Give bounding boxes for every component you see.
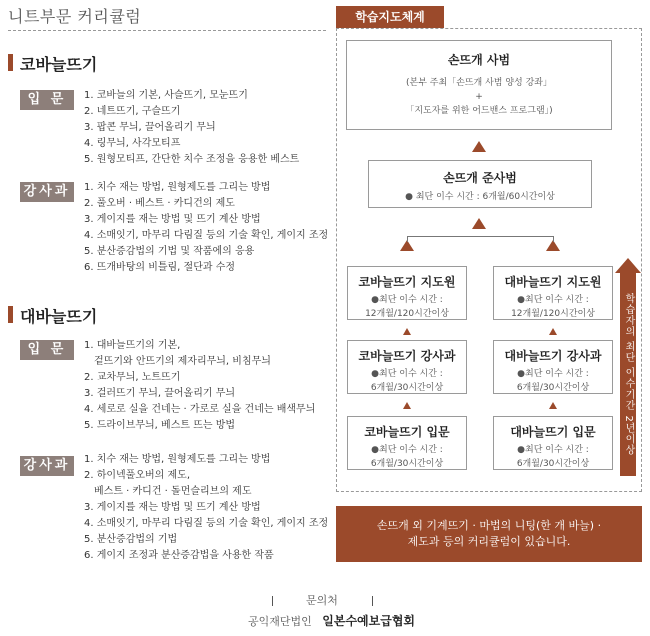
box-associate-line: ● 최단 이수 시간 : 6개월/60시간이상	[405, 192, 555, 202]
box-knitting-guide	[493, 266, 613, 320]
duration-arrow-label: 학습자의 최단 이수기간 2년이상	[623, 292, 634, 456]
footer-contact: 문의처	[306, 594, 338, 607]
list-item: 1. 대바늘뜨기의 기본,	[84, 340, 181, 351]
footer-org	[248, 612, 415, 629]
list-item: 3. 팝콘 무늬, 끌어올리기 무늬	[84, 122, 216, 133]
list-item: 6. 뜨개바탕의 비틀림, 절단과 수정	[84, 262, 236, 273]
list-knitting-intro	[84, 338, 315, 434]
badge-knitting-instructor: 강사과	[20, 456, 74, 476]
box-line: ●최단 이수 시간 :	[517, 295, 589, 305]
list-item: 3. 게이지를 재는 방법 및 뜨기 계산 방법	[84, 502, 261, 513]
note-line: 손뜨개 외 기계뜨기 · 마법의 니팅(한 개 바늘) ·	[376, 519, 602, 532]
arrow-up-icon	[403, 328, 411, 335]
badge-crochet-instructor: 강사과	[20, 182, 74, 202]
box-line: 6개월/30시간이상	[516, 383, 590, 393]
list-item: 5. 원형모티프, 간단한 치수 조정을 응용한 베스트	[84, 154, 300, 165]
list-item: 4. 세로로 실을 건네는 · 가로로 실을 건네는 배색무늬	[84, 404, 316, 415]
box-line: 6개월/30시간이상	[370, 383, 444, 393]
list-item: 2. 하이넥풀오버의 제도,	[84, 470, 191, 481]
list-item: 2. 네트뜨기, 구슬뜨기	[84, 106, 181, 117]
box-master-title: 손뜨개 사범	[447, 53, 511, 67]
list-item: 2. 교차무늬, 노트뜨기	[84, 372, 181, 383]
connector-line	[407, 236, 408, 242]
arrow-up-icon	[403, 402, 411, 409]
box-title: 대바늘뜨기 지도원	[504, 275, 602, 289]
box-title: 코바늘뜨기 지도원	[358, 275, 456, 289]
arrow-up-icon	[472, 141, 486, 152]
box-crochet-instructor	[347, 340, 467, 394]
list-crochet-instructor	[84, 180, 328, 276]
arrow-up-icon	[549, 328, 557, 335]
list-item: 베스트 · 카디건 · 돌먼슬리브의 제도	[94, 486, 252, 497]
list-item: 5. 분산증감법의 기법 및 작품에의 응용	[84, 246, 255, 257]
box-line: ●최단 이수 시간 :	[371, 445, 443, 455]
box-line: ●최단 이수 시간 :	[517, 369, 589, 379]
box-associate-title: 손뜨개 준사범	[443, 171, 517, 185]
list-item: 1. 치수 재는 방법, 원형제도를 그리는 방법	[84, 454, 271, 465]
box-title: 대바늘뜨기 입문	[510, 425, 596, 439]
box-master-line: 「지도자를 위한 어드밴스 프로그램」)	[405, 106, 553, 116]
footer-divider	[272, 596, 273, 606]
box-title: 대바늘뜨기 강사과	[504, 349, 602, 363]
list-item: 4. 소매잇기, 마무리 다림질 등의 기술 확인, 게이지 조정	[84, 230, 329, 241]
section-heading-knitting: 대바늘뜨기	[8, 304, 97, 327]
arrow-up-icon	[472, 218, 486, 229]
box-title: 코바늘뜨기 강사과	[358, 349, 456, 363]
list-crochet-intro	[84, 88, 299, 168]
box-associate-master	[368, 160, 592, 208]
list-knitting-instructor	[84, 452, 328, 564]
box-crochet-intro	[347, 416, 467, 470]
list-item: 4. 소매잇기, 마무리 다림질 등의 기술 확인, 게이지 조정	[84, 518, 329, 529]
footer-org-name: 일본수예보급협회	[322, 614, 416, 628]
box-line: ●최단 이수 시간 :	[371, 295, 443, 305]
box-knitting-instructor	[493, 340, 613, 394]
box-line: 6개월/30시간이상	[370, 459, 444, 469]
box-knitting-intro	[493, 416, 613, 470]
list-item: 겉뜨기와 안뜨기의 제자리무늬, 비침무늬	[94, 356, 271, 367]
list-item: 6. 게이지 조정과 분산증감법을 사용한 작품	[84, 550, 274, 561]
list-item: 1. 코바늘의 기본, 사슬뜨기, 모눈뜨기	[84, 90, 248, 101]
box-title: 코바늘뜨기 입문	[364, 425, 450, 439]
arrow-up-icon	[615, 258, 641, 273]
list-item: 3. 게이지를 재는 방법 및 뜨기 계산 방법	[84, 214, 261, 225]
box-line: 12개월/120시간이상	[511, 309, 595, 319]
box-crochet-guide	[347, 266, 467, 320]
other-curriculum-note	[336, 506, 642, 562]
list-item: 2. 풀오버 · 베스트 · 카디건의 제도	[84, 198, 235, 209]
connector-line	[553, 236, 554, 242]
box-master-line: (본부 주최「손뜨개 사범 양성 강좌」	[406, 78, 552, 88]
footer-divider	[372, 596, 373, 606]
box-master-line: +	[475, 92, 483, 102]
arrow-up-icon	[549, 402, 557, 409]
list-item: 5. 분산증감법의 기법	[84, 534, 178, 545]
box-line: ●최단 이수 시간 :	[517, 445, 589, 455]
section-heading-crochet: 코바늘뜨기	[8, 52, 97, 75]
footer-org-prefix: 공익재단법인	[248, 615, 312, 628]
connector-line	[407, 236, 553, 237]
title-divider	[8, 30, 326, 31]
list-item: 1. 치수 재는 방법, 원형제도를 그리는 방법	[84, 182, 271, 193]
learning-system-label: 학습지도체계	[336, 6, 444, 28]
list-item: 5. 드라이브무늬, 베스트 뜨는 방법	[84, 420, 236, 431]
box-line: 12개월/120시간이상	[365, 309, 449, 319]
page-title: 니트부문 커리큘럼	[8, 7, 142, 26]
box-line: 6개월/30시간이상	[516, 459, 590, 469]
list-item: 4. 링무늬, 사각모티프	[84, 138, 181, 149]
badge-crochet-intro: 입 문	[20, 90, 74, 110]
list-item: 3. 걸러뜨기 무늬, 끌어올리기 무늬	[84, 388, 236, 399]
note-line: 제도과 등의 커리큘럼이 있습니다.	[407, 535, 571, 548]
box-line: ●최단 이수 시간 :	[371, 369, 443, 379]
box-master	[346, 40, 612, 130]
badge-knitting-intro: 입 문	[20, 340, 74, 360]
